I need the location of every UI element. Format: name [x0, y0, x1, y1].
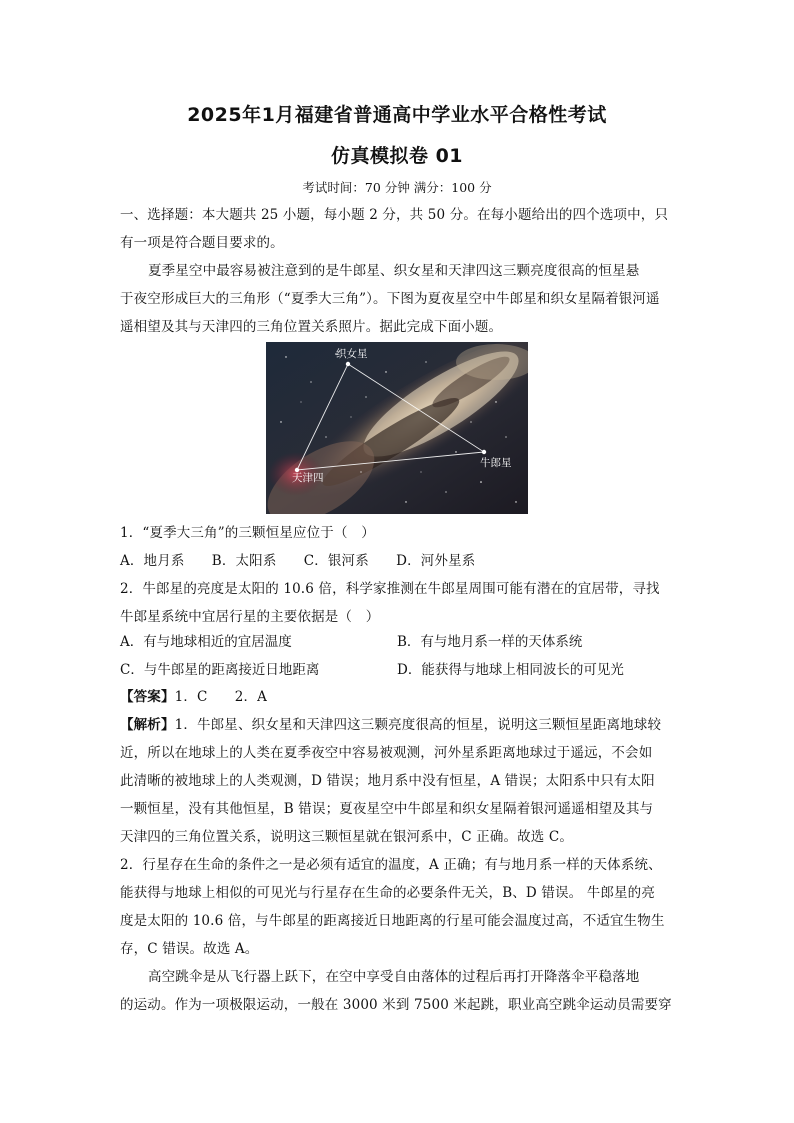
vega-star	[346, 362, 350, 366]
q2-option-b: B．有与地月系一样的天体系统	[397, 634, 583, 650]
deneb-label: 天津四	[292, 472, 324, 484]
analysis-row	[120, 716, 676, 734]
q2-option-a: A．有与地球相近的宜居温度	[120, 634, 292, 650]
passage1-line: 遥相望及其与天津四的三角位置关系照片。据此完成下面小题。	[120, 319, 503, 335]
passage2-line: 高空跳伞是从飞行器上跃下，在空中享受自由落体的过程后再打开降落伞平稳落地	[148, 969, 640, 985]
exam-subtitle: 仿真模拟卷 01	[330, 145, 464, 167]
q1-options: A．地月系 B．太阳系 C．银河系 D．河外星系	[120, 553, 476, 569]
answer-label: 【答案】	[120, 689, 175, 705]
exam-info: 考试时间：70 分钟 满分：100 分	[302, 180, 492, 195]
analysis-line: 能获得与地球上相似的可见光与行星存在生命的必要条件无关，B、D 错误。 牛郎星的亮	[120, 885, 655, 901]
passage2-line: 的运动。作为一项极限运动，一般在 3000 米到 7500 米起跳，职业高空跳伞运动员需要穿	[120, 997, 672, 1013]
q2-stem: 2．牛郎星的亮度是太阳的 10.6 倍，科学家推测在牛郎星周围可能有潜在的宜居带，寻找	[120, 581, 660, 597]
q2-option-d: D．能获得与地球上相同波长的可见光	[397, 662, 624, 678]
analysis-line: 天津四的三角位置关系，说明这三颗恒星就在银河系中，C 正确。故选 C。	[120, 829, 573, 845]
passage1-line: 夏季星空中最容易被注意到的是牛郎星、织女星和天津四这三颗亮度很高的恒星悬	[148, 263, 640, 279]
summer-triangle-photo	[266, 342, 528, 514]
analysis-line: 2．行星存在生命的条件之一是必须有适宜的温度，A 正确；有与地月系一样的天体系统、	[120, 857, 662, 873]
analysis-line: 近，所以在地球上的人类在夏季夜空中容易被观测，河外星系距离地球过于遥远，不会如	[120, 745, 653, 761]
q2-stem-cont: 牛郎星系统中宜居行星的主要依据是（ ）	[120, 609, 380, 625]
analysis-line: 此清晰的被地球上的人类观测，D 错误；地月系中没有恒星，A 错误；太阳系中只有太阳	[120, 773, 655, 789]
q2-option-c: C．与牛郎星的距离接近日地距离	[120, 662, 320, 678]
altair-label: 牛郎星	[480, 457, 512, 469]
vega-label: 织女星	[336, 348, 368, 360]
section-instruction: 一、选择题：本大题共 25 小题，每小题 2 分，共 50 分。在每小题给出的四个选项中，只	[120, 207, 669, 223]
passage1-line: 于夜空形成巨大的三角形（“夏季大三角”）。下图为夏夜星空中牛郎星和织女星隔着银河遥	[120, 291, 660, 307]
altair-star	[482, 450, 486, 454]
analysis-line: 一颗恒星，没有其他恒星，B 错误；夏夜星空中牛郎星和织女星隔着银河遥遥相望及其与	[120, 801, 654, 817]
answer-row	[120, 688, 676, 706]
analysis-text: 1．牛郎星、织女星和天津四这三颗亮度很高的恒星，说明这三颗恒星距离地球较	[174, 717, 662, 733]
analysis-line: 存，C 错误。故选 A。	[120, 941, 259, 957]
q1-stem: 1．“夏季大三角”的三颗恒星应位于（ ）	[120, 525, 375, 541]
analysis-line: 度是太阳的 10.6 倍，与牛郎星的距离接近日地距离的行星可能会温度过高，不适宜生物生	[120, 913, 665, 929]
exam-title: 2025年1月福建省普通高中学业水平合格性考试	[187, 104, 607, 126]
answer-text: 1．C 2．A	[174, 689, 268, 705]
section-instruction-cont: 有一项是符合题目要求的。	[120, 235, 284, 251]
analysis-label: 【解析】	[120, 717, 175, 733]
